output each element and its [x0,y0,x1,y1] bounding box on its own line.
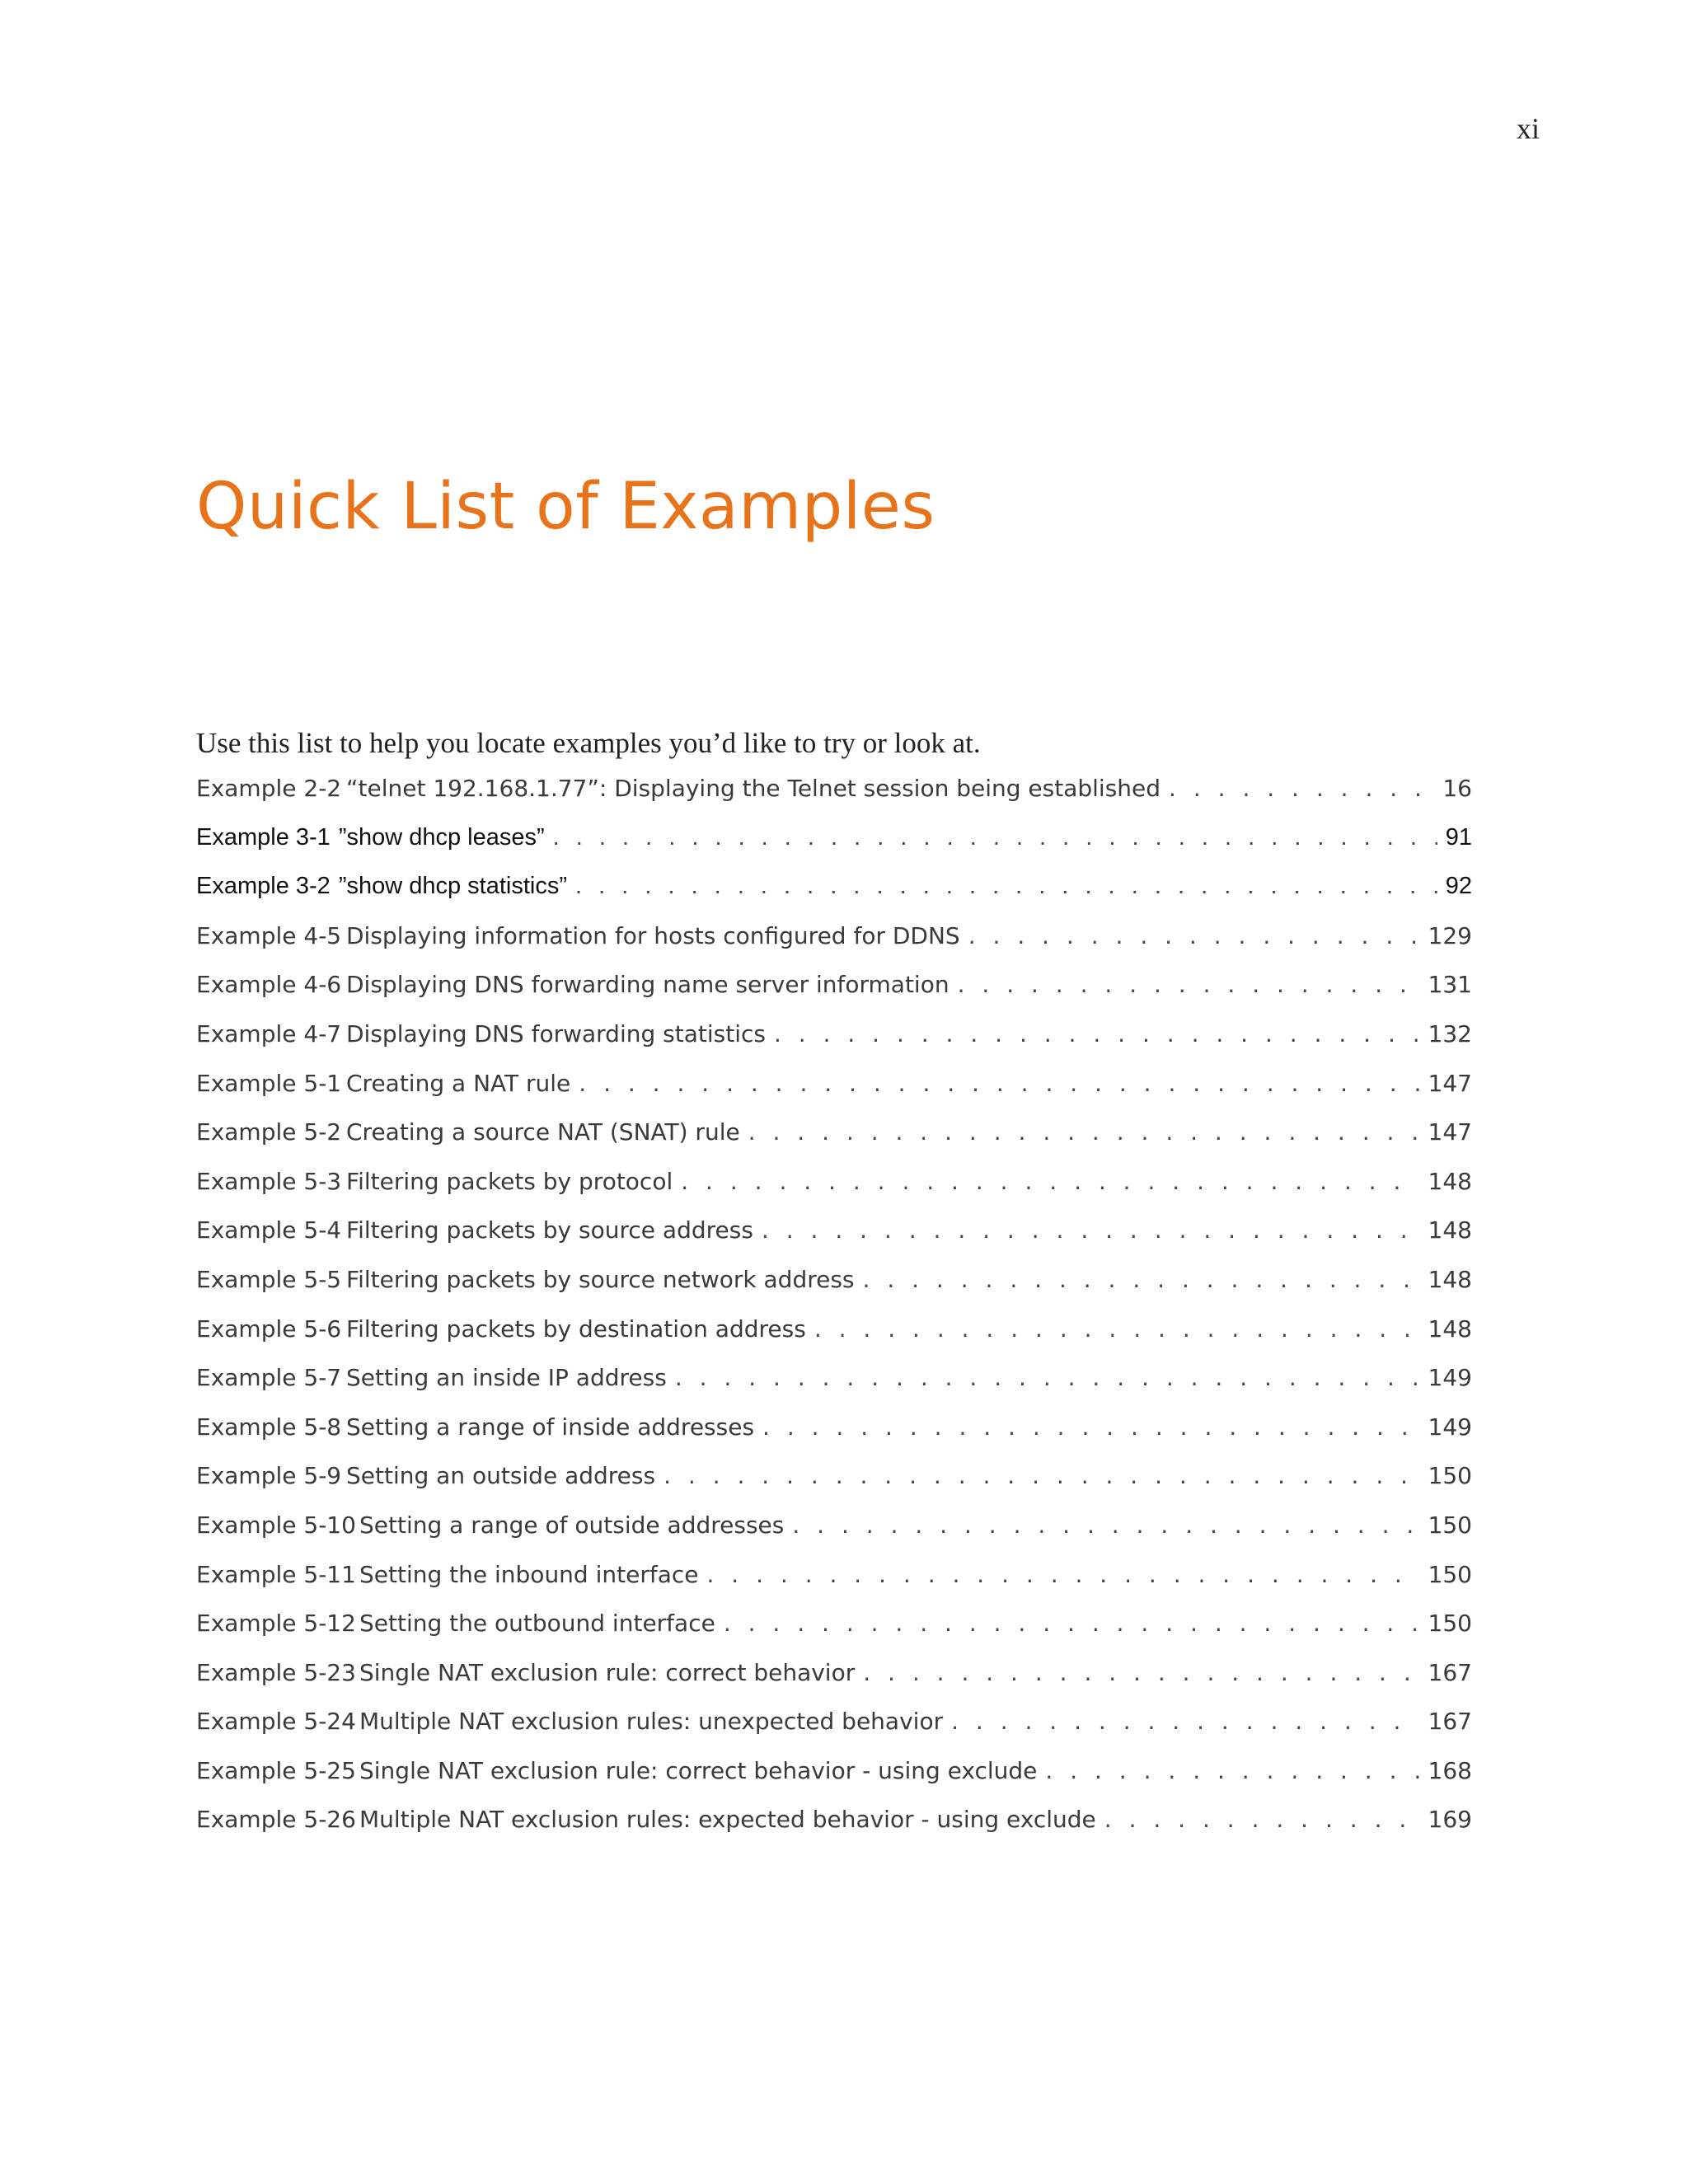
example-title: Filtering packets by destination address [346,1315,806,1343]
list-item[interactable] [196,922,1472,972]
example-page: 91 [1445,823,1472,851]
example-label: Example 3-1 [196,823,331,851]
list-item[interactable] [196,1020,1472,1070]
list-item[interactable] [196,1315,1472,1365]
example-page: 131 [1428,971,1472,999]
example-page: 150 [1428,1511,1472,1539]
example-title: Setting an inside IP address [346,1364,667,1392]
example-title: Filtering packets by protocol [346,1167,673,1195]
example-label: Example 5-8 [196,1413,342,1441]
list-item[interactable] [196,1070,1472,1119]
page-number: xi [1516,112,1540,145]
example-page: 149 [1428,1364,1472,1392]
dot-leader [724,1610,1420,1637]
example-page: 92 [1445,873,1472,900]
example-page: 16 [1442,775,1472,802]
example-page: 150 [1428,1610,1472,1638]
dot-leader [762,1216,1420,1244]
list-item[interactable] [196,873,1472,922]
example-label: Example 5-9 [196,1462,342,1490]
dot-leader [579,1070,1419,1097]
dot-leader [774,1020,1420,1047]
dot-leader [958,971,1420,998]
example-label: Example 5-25 [196,1756,356,1784]
example-title: Filtering packets by source address [346,1216,753,1244]
list-item[interactable] [196,1266,1472,1315]
example-page: 150 [1428,1462,1472,1490]
example-page: 148 [1428,1265,1472,1293]
list-item[interactable] [196,1511,1472,1561]
dot-leader [1045,1757,1419,1784]
example-page: 148 [1428,1315,1472,1343]
example-page: 147 [1428,1118,1472,1146]
example-title: Displaying DNS forwarding statistics [346,1019,766,1047]
example-label: Example 5-4 [196,1216,342,1244]
example-label: Example 4-6 [196,971,342,999]
intro-text: Use this list to help you locate examples you’d like to try or look at. [196,727,981,759]
list-item[interactable] [196,1561,1472,1610]
example-page: 129 [1428,921,1472,949]
example-title: Displaying DNS forwarding name server information [346,971,950,999]
list-item[interactable] [196,775,1472,824]
example-page: 167 [1428,1658,1472,1686]
example-title: “telnet 192.168.1.77”: Displaying the Telnet session being established [346,775,1161,802]
list-item[interactable] [196,1462,1472,1511]
dot-leader [706,1561,1419,1588]
dot-leader [1169,775,1434,802]
dot-leader [863,1266,1420,1293]
list-item[interactable] [196,1168,1472,1217]
list-item[interactable] [196,1806,1472,1855]
dot-leader [681,1168,1419,1195]
example-label: Example 5-2 [196,1118,342,1146]
example-title: Setting a range of inside addresses [346,1413,755,1441]
example-title: Multiple NAT exclusion rules: unexpected behavior [359,1708,944,1736]
example-label: Example 5-26 [196,1806,356,1834]
dot-leader [1104,1806,1420,1833]
list-item[interactable] [196,1757,1472,1807]
example-title: Single NAT exclusion rule: correct behavior [359,1658,856,1686]
dot-leader [762,1413,1420,1441]
dot-leader [951,1708,1419,1735]
example-label: Example 5-12 [196,1610,356,1638]
example-title: Single NAT exclusion rule: correct behavior - using exclude [359,1756,1038,1784]
example-title: Setting an outside address [346,1462,656,1490]
list-item[interactable] [196,824,1472,874]
example-label: Example 5-6 [196,1315,342,1343]
example-label: Example 5-24 [196,1708,356,1736]
list-item[interactable] [196,1413,1472,1463]
example-page: 169 [1428,1806,1472,1834]
example-label: Example 5-1 [196,1069,342,1097]
example-label: Example 4-5 [196,921,342,949]
list-item[interactable] [196,1610,1472,1659]
example-label: Example 5-7 [196,1364,342,1392]
page-title: Quick List of Examples [196,470,935,544]
example-title: ”show dhcp leases” [338,823,545,851]
example-label: Example 5-3 [196,1167,342,1195]
dot-leader [575,873,1437,900]
example-page: 167 [1428,1708,1472,1736]
example-title: Setting a range of outside addresses [359,1511,785,1539]
example-page: 132 [1428,1019,1472,1047]
dot-leader [863,1659,1419,1686]
example-label: Example 5-11 [196,1560,356,1588]
example-title: ”show dhcp statistics” [338,873,568,900]
example-title: Setting the outbound interface [359,1610,715,1638]
example-page: 168 [1428,1756,1472,1784]
list-item[interactable] [196,1118,1472,1168]
list-item[interactable] [196,1708,1472,1757]
example-page: 150 [1428,1560,1472,1588]
example-page: 147 [1428,1069,1472,1097]
dot-leader [792,1511,1419,1539]
list-item[interactable] [196,1216,1472,1266]
example-label: Example 5-10 [196,1511,356,1539]
example-page: 148 [1428,1167,1472,1195]
example-label: Example 3-2 [196,873,331,900]
example-label: Example 2-2 [196,775,342,802]
example-title: Filtering packets by source network address [346,1265,855,1293]
dot-leader [968,922,1420,949]
examples-list [196,775,1472,1855]
example-page: 149 [1428,1413,1472,1441]
example-label: Example 5-5 [196,1265,342,1293]
example-title: Setting the inbound interface [359,1560,699,1588]
dot-leader [814,1315,1420,1343]
dot-leader [748,1118,1420,1146]
list-item[interactable] [196,971,1472,1020]
list-item[interactable] [196,1364,1472,1413]
example-label: Example 4-7 [196,1019,342,1047]
example-title: Displaying information for hosts configured for DDNS [346,921,960,949]
dot-leader [553,824,1437,851]
example-title: Creating a source NAT (SNAT) rule [346,1118,740,1146]
list-item[interactable] [196,1659,1472,1708]
example-label: Example 5-23 [196,1658,356,1686]
dot-leader [675,1364,1420,1391]
dot-leader [663,1462,1419,1489]
example-page: 148 [1428,1216,1472,1244]
example-title: Multiple NAT exclusion rules: expected behavior - using exclude [359,1806,1096,1834]
example-title: Creating a NAT rule [346,1069,571,1097]
